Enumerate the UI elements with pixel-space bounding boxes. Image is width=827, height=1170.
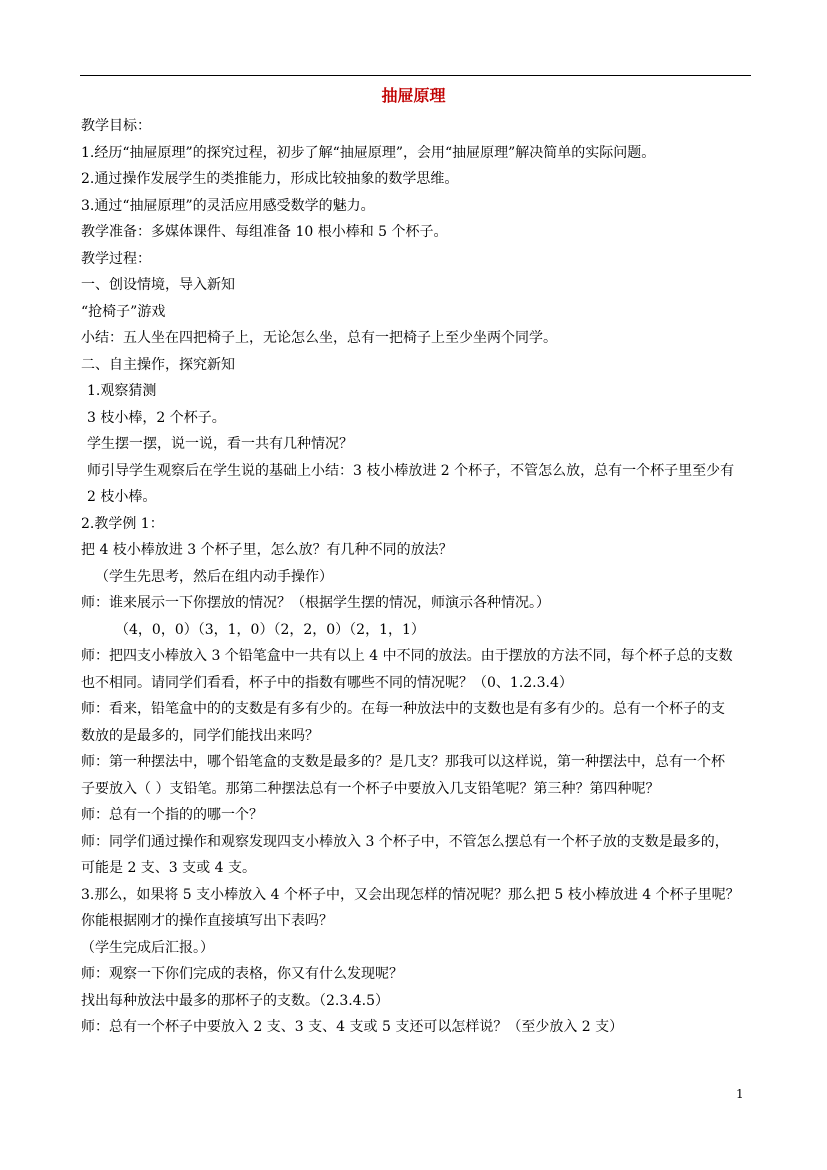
arrangement-list: （4，0，0）（3，1，0）（2，2，0）（2，1，1） [115, 621, 425, 638]
paragraph-line: 找出每种放法中最多的那杯子的支数。（2.3.4.5） [81, 992, 389, 1009]
paragraph-line: （学生完成后汇报。） [81, 939, 214, 956]
paragraph-line: 师：同学们通过操作和观察发现四支小棒放入 3 个杯子中，不管怎么摆总有一个杯子放的支数是最多的， [81, 833, 729, 850]
paragraph-line: 你能根据刚才的操作直接填写出下表吗？ [81, 913, 333, 929]
paragraph-line: 也不相同。请同学们看看，杯子中的指数有哪些不同的情况呢？（0、1.2.3.4） [81, 674, 573, 691]
paragraph-line: 师：总有一个指的的哪一个？ [81, 807, 263, 823]
sub-heading-extension: 3.那么，如果将 5 支小棒放入 4 个杯子中，又会出现怎样的情况呢？那么把 5 枝小棒放进 4 个杯子里呢？ [81, 886, 740, 903]
sub-heading-observe: 1.观察猜测 [87, 383, 157, 399]
game-line: “抢椅子”游戏 [81, 303, 166, 320]
goal-item-2: 2.通过操作发展学生的类推能力，形成比较抽象的数学思维。 [81, 171, 459, 187]
page-number: 1 [736, 1087, 744, 1101]
paragraph-line: 师：总有一个杯子中要放入 2 支、3 支、4 支或 5 支还可以怎样说？（至少放入 2 支） [81, 1019, 624, 1035]
goal-item-3: 3.通过“抽屉原理”的灵活应用感受数学的魅力。 [81, 197, 375, 214]
paragraph-line: 子要放入（ ）支铅笔。那第二种摆法总有一个杯子中要放入几支铅笔呢？第三种？第四种呢？ [81, 780, 660, 797]
step-heading-2: 二、自主操作，探究新知 [81, 356, 235, 373]
document-title: 抽屉原理 [381, 86, 446, 105]
sub-heading-example: 2.教学例 1： [81, 515, 164, 532]
goal-item-1: 1.经历“抽屉原理”的探究过程，初步了解“抽屉原理”，会用“抽屉原理”解决简单的实际问题。 [81, 144, 656, 161]
step-heading-1: 一、创设情境，导入新知 [81, 277, 235, 293]
paragraph-line: 3 枝小棒，2 个杯子。 [87, 409, 226, 426]
paragraph-line: 师：看来，铅笔盒中的的支数是有多有少的。在每一种放法中的支数也是有多有少的。总有一个杯子的支 [81, 701, 725, 717]
paragraph-line: 可能是 2 支、3 支或 4 支。 [81, 860, 256, 876]
document-body [81, 113, 753, 1041]
summary-line: 小结：五人坐在四把椅子上，无论怎么坐，总有一把椅子上至少坐两个同学。 [81, 330, 557, 346]
paragraph-line: 2 枝小棒。 [87, 489, 157, 505]
preparation-line: 教学准备：多媒体课件、每组准备 10 根小棒和 5 个杯子。 [81, 224, 448, 240]
paragraph-line: 把 4 枝小棒放进 3 个杯子里，怎么放？有几种不同的放法？ [81, 542, 453, 558]
header-rule [80, 75, 751, 76]
section-heading-goals: 教学目标： [81, 118, 151, 134]
paragraph-line: 师：第一种摆法中，哪个铅笔盒的支数是最多的？是几支？那我可以这样说，第一种摆法中，总有一个杯 [81, 754, 725, 770]
paragraph-line: 师：观察一下你们完成的表格，你又有什么发现呢？ [81, 966, 403, 982]
section-heading-process: 教学过程： [81, 250, 151, 267]
paragraph-line: 学生摆一摆，说一说，看一共有几种情况？ [87, 436, 353, 452]
paragraph-line: 师：谁来展示一下你摆放的情况？（根据学生摆的情况，师演示各种情况。） [81, 595, 550, 611]
paragraph-line: 数放的是最多的，同学们能找出来吗？ [81, 727, 319, 744]
paragraph-line: （学生先思考，然后在组内动手操作） [95, 568, 333, 585]
paragraph-line: 师：把四支小棒放入 3 个铅笔盒中一共有以上 4 中不同的放法。由于摆放的方法不同，每个杯子总的支数 [81, 648, 733, 664]
paragraph-line: 师引导学生观察后在学生说的基础上小结：3 枝小棒放进 2 个杯子，不管怎么放，总有一个杯子里至少有 [87, 462, 735, 479]
